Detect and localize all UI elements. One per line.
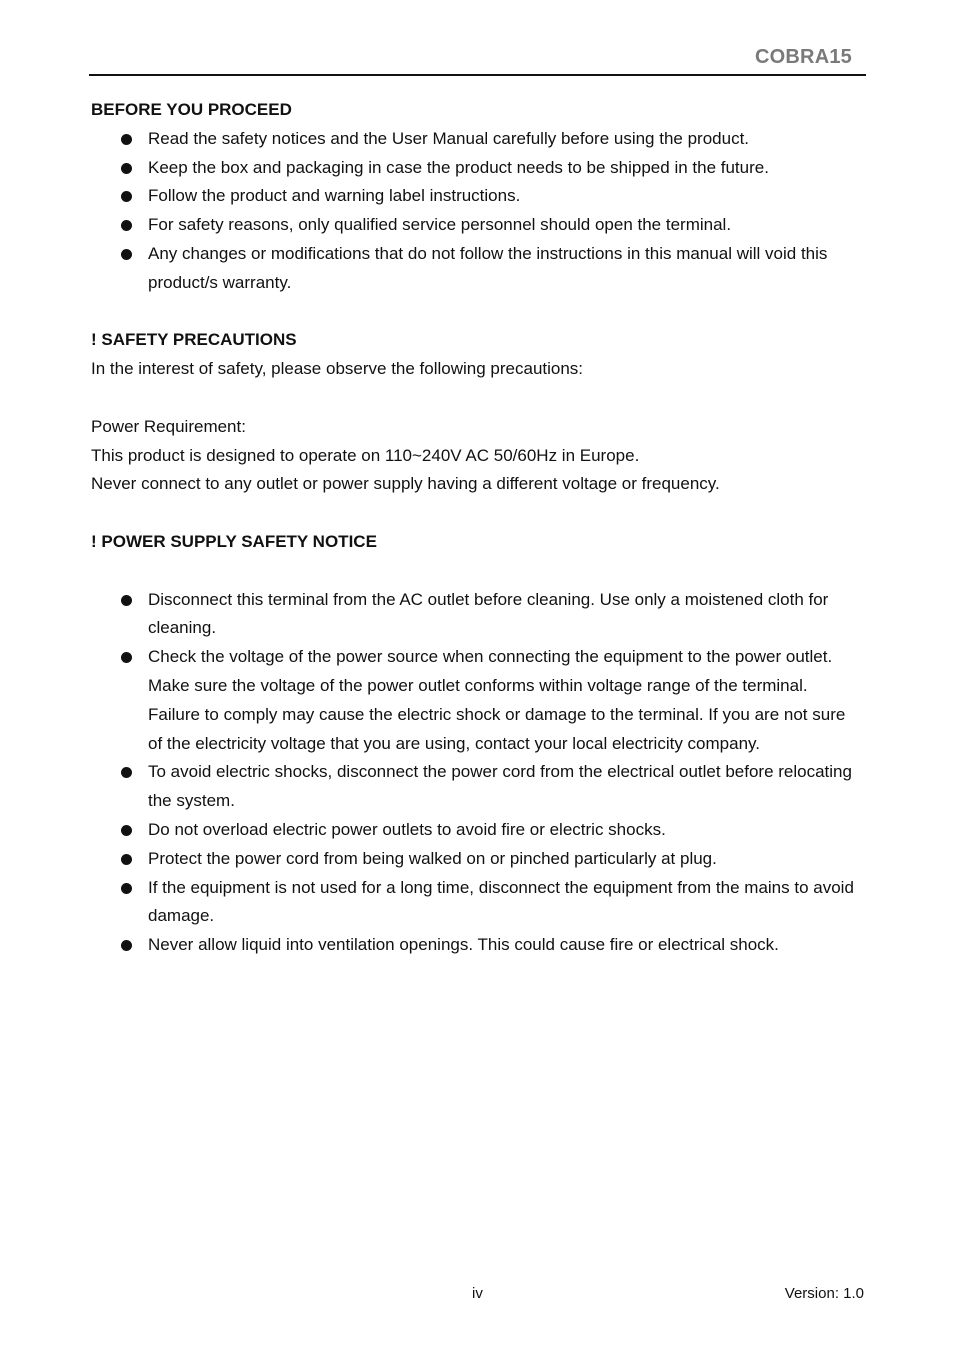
list-item: Check the voltage of the power source when connecting the equipment to the power outlet. Make sure the voltage of the power outlet conforms within voltage range of the terminal. Failure to comply may cause the electric shock or damage to the terminal. If you are not sure of the electricity voltage that you are using, contact your local electricity company.	[91, 643, 863, 758]
bullet-icon	[121, 191, 132, 202]
bullet-icon	[121, 883, 132, 894]
page-number: iv	[472, 1285, 483, 1302]
list-item: For safety reasons, only qualified service personnel should open the terminal.	[91, 211, 863, 240]
list-item: Disconnect this terminal from the AC outlet before cleaning. Use only a moistened cloth for cleaning.	[91, 586, 863, 644]
list-item: Follow the product and warning label instructions.	[91, 182, 863, 211]
list-item: Never allow liquid into ventilation openings. This could cause fire or electrical shock.	[91, 931, 863, 960]
bullet-icon	[121, 825, 132, 836]
document-body	[91, 96, 863, 960]
before-you-proceed-list	[91, 125, 863, 298]
bullet-icon	[121, 854, 132, 865]
list-item: To avoid electric shocks, disconnect the power cord from the electrical outlet before relocating the system.	[91, 758, 863, 816]
list-item: Do not overload electric power outlets to avoid fire or electric shocks.	[91, 816, 863, 845]
bullet-icon	[121, 767, 132, 778]
page-header-title: COBRA15	[755, 46, 852, 68]
bullet-icon	[121, 595, 132, 606]
list-item: Read the safety notices and the User Manual carefully before using the product.	[91, 125, 863, 154]
list-item: Keep the box and packaging in case the product needs to be shipped in the future.	[91, 154, 863, 183]
power-requirement-label: Power Requirement:	[91, 416, 246, 436]
version-label: Version: 1.0	[784, 1285, 864, 1302]
power-requirement-line: This product is designed to operate on 110~240V AC 50/60Hz in Europe.	[91, 445, 640, 465]
power-supply-notice-heading: ! POWER SUPPLY SAFETY NOTICE	[91, 531, 377, 551]
bullet-icon	[121, 940, 132, 951]
bullet-icon	[121, 652, 132, 663]
bullet-icon	[121, 163, 132, 174]
list-item: Any changes or modifications that do not follow the instructions in this manual will void this product/s warranty.	[91, 240, 863, 298]
bullet-icon	[121, 249, 132, 260]
list-item: Protect the power cord from being walked on or pinched particularly at plug.	[91, 845, 863, 874]
before-you-proceed-heading: BEFORE YOU PROCEED	[91, 100, 292, 119]
safety-intro: In the interest of safety, please observe the following precautions:	[91, 359, 584, 379]
list-item: If the equipment is not used for a long time, disconnect the equipment from the mains to avoid damage.	[91, 874, 863, 932]
bullet-icon	[121, 134, 132, 145]
bullet-icon	[121, 220, 132, 231]
power-supply-notice-list	[91, 586, 863, 960]
power-requirement-line: Never connect to any outlet or power supply having a different voltage or frequency.	[91, 474, 720, 494]
header-rule	[89, 74, 866, 76]
safety-precautions-heading: ! SAFETY PRECAUTIONS	[91, 330, 297, 350]
